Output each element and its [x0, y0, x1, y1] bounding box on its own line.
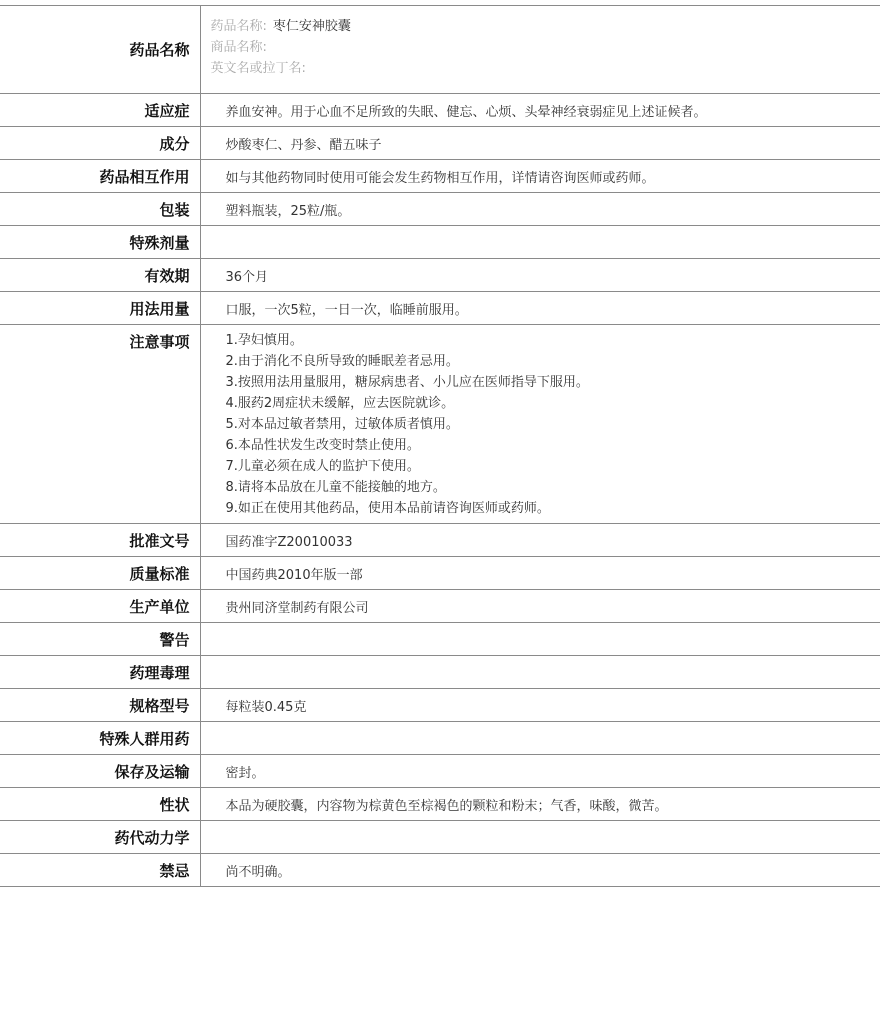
precaution-item: 6.本品性状发生改变时禁止使用。: [225, 438, 420, 453]
shelf-life-label: 有效期: [0, 259, 200, 292]
manufacturer-value: 贵州同济堂制药有限公司: [200, 590, 880, 623]
generic-name-value: 枣仁安神胶囊: [272, 19, 351, 34]
usage-dosage-value: 口服，一次5粒，一日一次，临睡前服用。: [200, 292, 880, 325]
manufacturer-label: 生产单位: [0, 590, 200, 623]
row-quality-standard: [0, 557, 880, 590]
quality-standard-value: 中国药典2010年版一部: [200, 557, 880, 590]
indications-value: 养血安神。用于心血不足所致的失眠、健忘、心烦、头晕神经衰弱症见上述证候者。: [200, 94, 880, 127]
precaution-item: 7.儿童必须在成人的监护下使用。: [225, 459, 420, 474]
pharmacology-toxicology-value: [200, 656, 880, 689]
row-drug-name: [0, 6, 880, 94]
row-specification: [0, 689, 880, 722]
trade-name-key: 商品名称:: [210, 40, 267, 55]
drug-spec-table: [0, 5, 880, 887]
special-dosage-label: 特殊剂量: [0, 226, 200, 259]
precaution-item: 4.服药2周症状未缓解，应去医院就诊。: [225, 396, 455, 411]
precautions-label: 注意事项: [0, 325, 200, 524]
precaution-item: 3.按照用法用量服用，糖尿病患者、小儿应在医师指导下服用。: [225, 375, 589, 390]
indications-label: 适应症: [0, 94, 200, 127]
trade-name-line: [211, 37, 880, 58]
drug-name-label: 药品名称: [0, 6, 200, 94]
row-manufacturer: [0, 590, 880, 623]
row-pharmacology-toxicology: [0, 656, 880, 689]
generic-name-line: [211, 16, 880, 37]
approval-number-value: 国药准字Z20010033: [200, 524, 880, 557]
row-warning: [0, 623, 880, 656]
row-precautions: [0, 325, 880, 524]
specification-label: 规格型号: [0, 689, 200, 722]
interactions-value: 如与其他药物同时使用可能会发生药物相互作用，详情请咨询医师或药师。: [200, 160, 880, 193]
specification-value: 每粒装0.45克: [200, 689, 880, 722]
pharmacology-toxicology-label: 药理毒理: [0, 656, 200, 689]
storage-transport-label: 保存及运输: [0, 755, 200, 788]
row-storage-transport: [0, 755, 880, 788]
drug-name-value-cell: [200, 6, 880, 94]
interactions-label: 药品相互作用: [0, 160, 200, 193]
row-special-populations: [0, 722, 880, 755]
row-approval-number: [0, 524, 880, 557]
storage-transport-value: 密封。: [200, 755, 880, 788]
precaution-item: 2.由于消化不良所导致的睡眠差者忌用。: [225, 354, 459, 369]
row-indications: [0, 94, 880, 127]
contraindications-label: 禁忌: [0, 854, 200, 887]
ingredients-label: 成分: [0, 127, 200, 160]
english-name-key: 英文名或拉丁名:: [210, 61, 306, 76]
ingredients-value: 炒酸枣仁、丹参、醋五味子: [200, 127, 880, 160]
special-populations-value: [200, 722, 880, 755]
description-value: 本品为硬胶囊，内容物为棕黄色至棕褐色的颗粒和粉末；气香，味酸，微苦。: [200, 788, 880, 821]
quality-standard-label: 质量标准: [0, 557, 200, 590]
pharmacokinetics-value: [200, 821, 880, 854]
special-dosage-value: [200, 226, 880, 259]
row-usage-dosage: [0, 292, 880, 325]
precaution-item: 8.请将本品放在儿童不能接触的地方。: [225, 480, 446, 495]
packaging-label: 包装: [0, 193, 200, 226]
english-name-line: [211, 58, 880, 79]
row-shelf-life: [0, 259, 880, 292]
packaging-value: 塑料瓶装，25粒/瓶。: [200, 193, 880, 226]
description-label: 性状: [0, 788, 200, 821]
pharmacokinetics-label: 药代动力学: [0, 821, 200, 854]
approval-number-label: 批准文号: [0, 524, 200, 557]
row-contraindications: [0, 854, 880, 887]
row-interactions: [0, 160, 880, 193]
row-description: [0, 788, 880, 821]
shelf-life-value: 36个月: [200, 259, 880, 292]
row-packaging: [0, 193, 880, 226]
special-populations-label: 特殊人群用药: [0, 722, 200, 755]
precautions-list: [200, 325, 880, 524]
row-pharmacokinetics: [0, 821, 880, 854]
usage-dosage-label: 用法用量: [0, 292, 200, 325]
warning-value: [200, 623, 880, 656]
contraindications-value: 尚不明确。: [200, 854, 880, 887]
precaution-item: 5.对本品过敏者禁用，过敏体质者慎用。: [225, 417, 459, 432]
row-special-dosage: [0, 226, 880, 259]
row-ingredients: [0, 127, 880, 160]
warning-label: 警告: [0, 623, 200, 656]
precaution-item: 9.如正在使用其他药品，使用本品前请咨询医师或药师。: [225, 501, 550, 516]
precaution-item: 1.孕妇慎用。: [225, 333, 303, 348]
generic-name-key: 药品名称:: [210, 19, 267, 34]
